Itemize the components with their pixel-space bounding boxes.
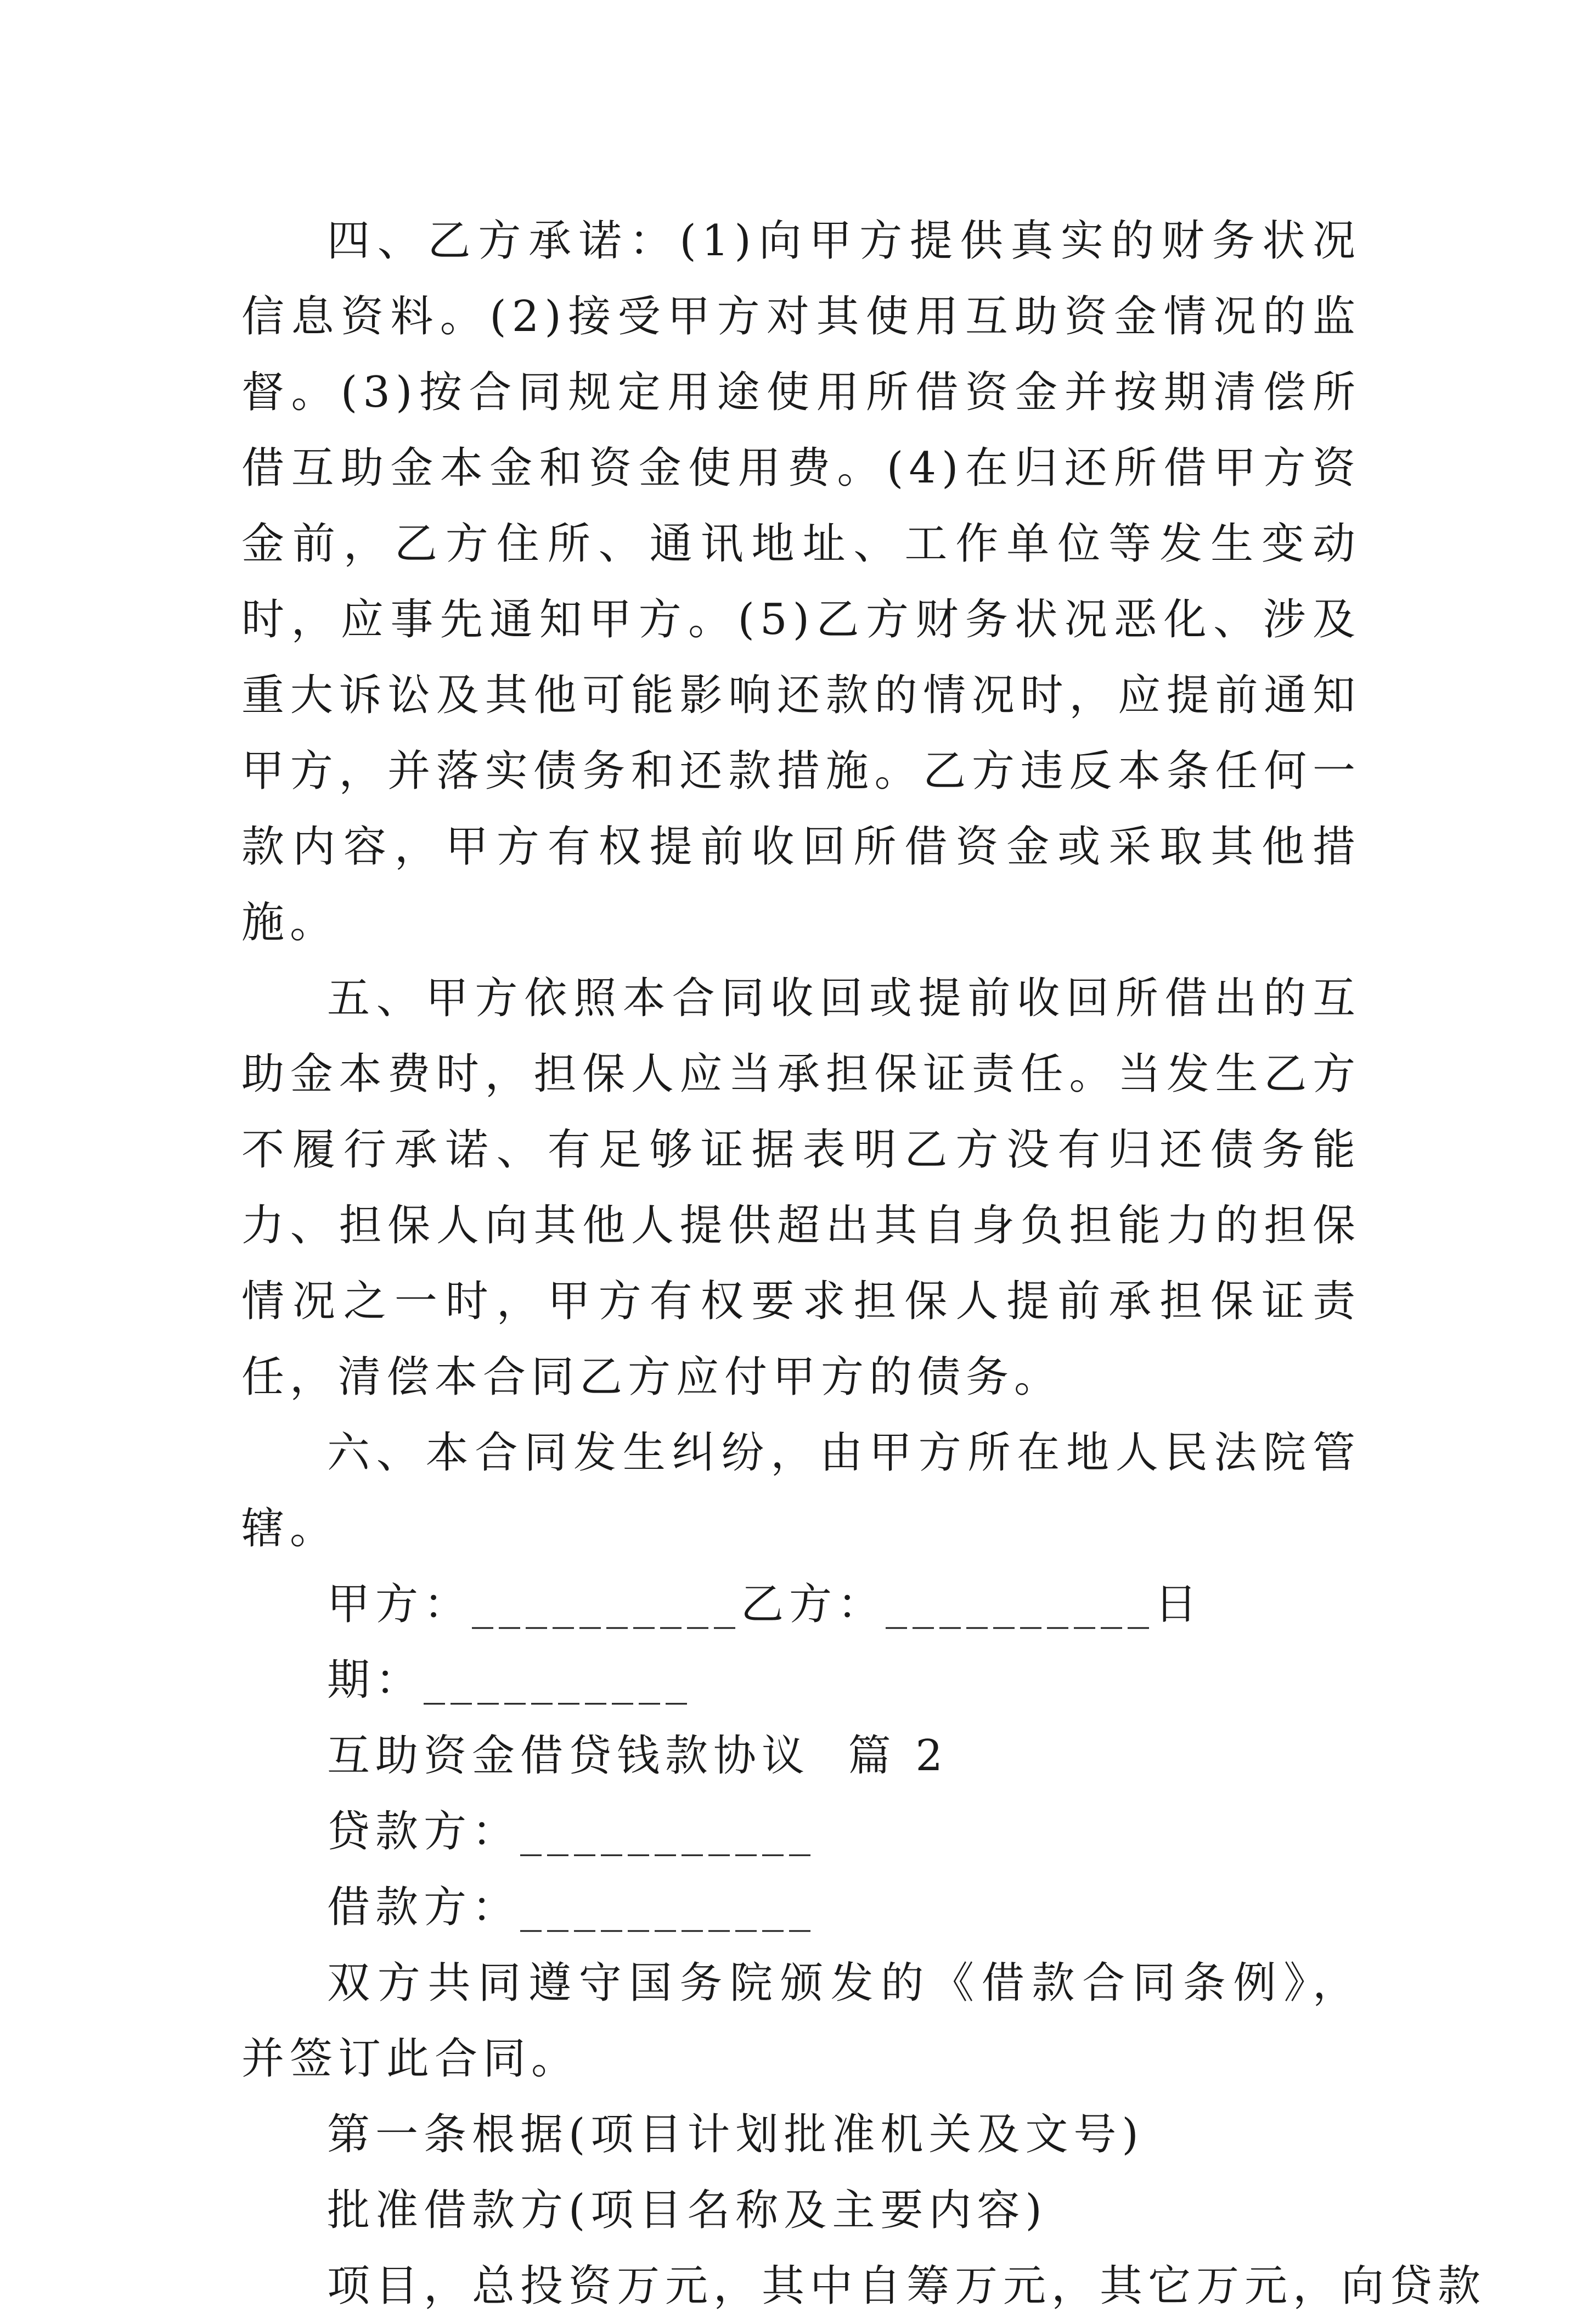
borrower-line: 借款方：___________ <box>327 1883 816 1932</box>
article-one-line: 项目，总投资万元，其中自筹万元，其它万元，向贷款 <box>327 2261 1486 2311</box>
clause-four-paragraph: 四、乙方承诺：(1)向甲方提供真实的财务状况信息资料。(2)接受甲方对其使用互助资金情况的监督。(3)按合同规定用途使用所借资金并按期清偿所借互助金本金和资金使用费。(4)在归还所借甲方资金前，乙方住所、通讯地址、工作单位等发生变动时，应事先通知甲方。(5)乙方财务状况恶化、涉及重大诉讼及其他可能影响还款的情况时，应提前通知甲方，并落实债务和还款措施。乙方违反本条任何一款内容，甲方有权提前收回所借资金或采取其他措施。 <box>241 216 1361 947</box>
clause-six-paragraph: 六、本合同发生纠纷，由甲方所在地人民法院管辖。 <box>241 1428 1361 1553</box>
section-title: 互助资金借贷钱款协议 篇 2 <box>327 1731 949 1781</box>
document-page <box>241 203 1486 2324</box>
signature-line: 甲方：__________乙方：__________日 <box>327 1580 1203 1629</box>
date-line: 期：__________ <box>327 1655 693 1705</box>
clause-five-paragraph: 五、甲方依照本合同收回或提前收回所借出的互助金本费时，担保人应当承担保证责任。当发生乙方不履行承诺、有足够证据表明乙方没有归还债务能力、担保人向其他人提供超出其自身负担能力的担保情况之一时，甲方有权要求担保人提前承担保证责任，清偿本合同乙方应付甲方的债务。 <box>241 974 1361 1402</box>
lender-line: 贷款方：___________ <box>327 1807 816 1856</box>
article-one-line: 批准借款方(项目名称及主要内容) <box>327 2186 1048 2235</box>
intro-paragraph: 双方共同遵守国务院颁发的《借款合同条例》，并签订此合同。 <box>241 1958 1361 2084</box>
article-one-line: 第一条根据(项目计划批准机关及文号) <box>327 2110 1144 2159</box>
